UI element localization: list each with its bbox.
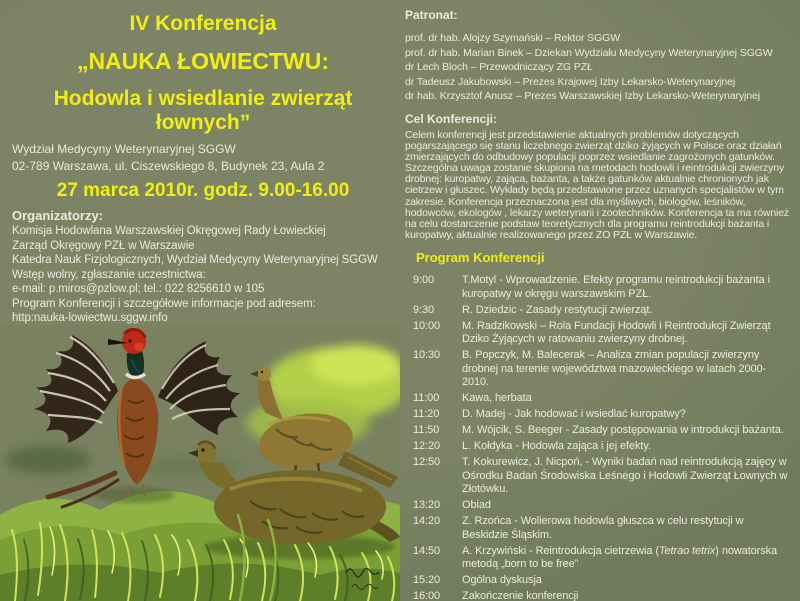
title-line-3: Hodowla i wsiedlanie zwierząt [53, 87, 353, 110]
schedule-time: 11:00 [413, 392, 440, 404]
poster-title [0, 12, 406, 135]
venue-faculty: Wydział Medycyny Weterynaryjnej SGGW [12, 142, 236, 156]
event-date: 27 marca 2010r. godz. 9.00-16.00 [56, 180, 350, 201]
schedule-entry: Ogólna dyskusja [462, 574, 542, 586]
schedule-row [413, 424, 797, 438]
schedule-row [413, 590, 797, 601]
schedule-row [413, 515, 797, 542]
schedule-entry-prefix: A. Krzywiński - Reintrodukcja cietrzewia ( [462, 544, 659, 557]
schedule-entry: D. Madej - Jak hodować i wsiedlać kuropatwy? [462, 408, 686, 420]
purpose-block [405, 112, 793, 241]
schedule-entry: B. Popczyk, M. Balecerak – Analiza zmian populacji zwierzyny drobnej na terenie województwa mazowieckiego w latach 2000-2010. [462, 349, 767, 388]
registration-note: Wstęp wolny, zgłaszanie uczestnictwa: [12, 268, 206, 281]
venue-block [12, 141, 324, 175]
schedule-entry: R. Dziedzic - Zasady restytucji zwierząt. [462, 303, 653, 316]
schedule-time: 13:20 [413, 499, 441, 511]
schedule-entry: T.Motyl - Wprowadzenie. Efekty programu reintrodukcji bażanta i kuropatwy w okręgu warszawskim PZŁ. [462, 274, 770, 300]
program-heading: Program Konferencji [416, 250, 545, 265]
schedule-time: 16:00 [413, 590, 441, 601]
schedule-entry [462, 545, 788, 572]
schedule-time: 10:00 [413, 319, 441, 332]
schedule-entry: Kawa, herbata [462, 392, 532, 404]
schedule-row [413, 274, 797, 301]
schedule-row [413, 456, 797, 497]
schedule-entry: T. Kokurewicz, J. Nicpoń, - Wyniki badań nad reintrodukcją zajęcy w Ośrodku Badań Środowiska Leśnego i Hodowli Zwierząt Łownych w Złotówku. [462, 456, 788, 495]
schedule-time: 12:20 [413, 440, 441, 452]
patron-item: prof. dr hab. Alojzy Szymański – Rektor SGGW [405, 32, 621, 44]
purpose-heading: Cel Konferencji: [405, 112, 498, 126]
schedule-time: 10:30 [413, 349, 441, 361]
organizer-item: Katedra Nauk Fizjologicznych, Wydział Medycyny Weterynaryjnej SGGW [12, 254, 378, 266]
schedule-row [413, 408, 797, 422]
title-line-4: łownych” [155, 111, 251, 134]
schedule-time: 11:20 [413, 408, 440, 420]
schedule-row [413, 499, 797, 513]
schedule-row [413, 574, 797, 588]
schedule-row [413, 545, 797, 572]
schedule-entry: M. Radzikowski – Rola Fundacji Hodowli i Reintrodukcji Zwierząt Dziko Żyjących w ratowaniu zwierzyny drobnej. [462, 319, 771, 345]
info-note: Program Konferencji i szczegółowe informacje pod adresem: [12, 297, 316, 310]
patron-item: dr Lech Bloch – Przewodniczący ZG PZŁ [405, 61, 593, 73]
patronage-block [405, 8, 797, 104]
patron-item: dr Tadeusz Jakubowski – Prezes Krajowej Izby Lekarsko-Weterynaryjnej [405, 75, 736, 88]
schedule-entry: Zakończenie konferencji [462, 590, 579, 601]
schedule-entry: Obiad [462, 499, 491, 511]
title-line-1: IV Konferencja [129, 12, 277, 35]
schedule-time: 9:00 [413, 274, 435, 286]
organizers-heading: Organizatorzy: [12, 208, 104, 223]
program-schedule [413, 274, 797, 601]
schedule-row [413, 349, 797, 390]
schedule-time: 12:50 [413, 456, 441, 468]
organizers-block [12, 207, 404, 326]
schedule-time: 14:50 [413, 544, 441, 557]
pheasant-painting [0, 325, 400, 601]
patron-item: dr hab. Krzysztof Anusz – Prezes Warszawskiej Izby Lekarsko-Weterynaryjnej [405, 90, 760, 102]
organizer-item: Zarząd Okręgowy PZŁ w Warszawie [12, 239, 195, 252]
schedule-entry-suffix: ) nowatorska metodą „born to be free” [462, 544, 778, 570]
contact-email: e-mail: p.miros@pzlow.pl; tel.: 022 8256610 w 105 [12, 283, 265, 295]
website-url: http:nauka-lowiectwu.sggw.info [12, 312, 168, 324]
schedule-entry: L. Kołdyka - Hodowla zająca i jej efekty. [462, 440, 651, 452]
schedule-row [413, 320, 797, 347]
patronage-heading: Patronat: [405, 8, 458, 22]
species-latin-name: Tetrao tetrix [658, 544, 716, 557]
title-line-2: „NAUKA ŁOWIECTWU: [76, 48, 330, 74]
schedule-time: 15:20 [413, 574, 441, 586]
patron-item: prof. dr hab. Marian Binek – Dziekan Wydziału Medycyny Weterynaryjnej SGGW [405, 46, 773, 59]
schedule-row [413, 440, 797, 454]
schedule-row [413, 392, 797, 406]
schedule-time: 14:20 [413, 515, 441, 527]
schedule-time: 9:30 [413, 303, 435, 316]
schedule-entry: Z. Rzońca - Wolierowa hodowla głuszca w celu restytucji w Beskidzie Śląskim. [462, 515, 744, 541]
organizer-item: Komisja Hodowlana Warszawskiej Okręgowej Rady Łowieckiej [12, 225, 326, 237]
schedule-row [413, 304, 797, 318]
schedule-entry: M. Wójcik, S. Beeger - Zasady postępowania w introdukcji bażanta. [462, 424, 784, 436]
venue-address: 02-789 Warszawa, ul. Ciszewskiego 8, Budynek 23, Aula 2 [12, 159, 325, 173]
purpose-text: Celem konferencji jest przedstawienie aktualnych problemów dotyczących pogarszającego się stanu liczebnego zwierząt dziko żyjących w Polsce oraz działań zmierzających do odbudowy populacji poprzez wsiedlanie zagrożonych gatunków. Szczególna uwaga zostanie skupiona na metodach hodowli i reintrodukcji zwierzyny drobnej: kuropatwy, zająca, bażanta, a także gatunków aktualnie chronionych jak cietrzew i głuszec. Wykłady będą przedstawione przez uznanych specjalistów w tym zakresie. Konferencja przeznaczona jest dla myśliwych, biologów, leśników, hodowców, ekologów , lekarzy weterynarii i zootechników. Konferencja ta ma również na celu dostarczenie podstaw teoretycznych dla programu reintrodukcji bażanta i kuropatwy, aktualnie realizowanego przez ZO PZŁ w Warszawie. [405, 129, 789, 241]
schedule-time: 11:50 [413, 424, 440, 436]
